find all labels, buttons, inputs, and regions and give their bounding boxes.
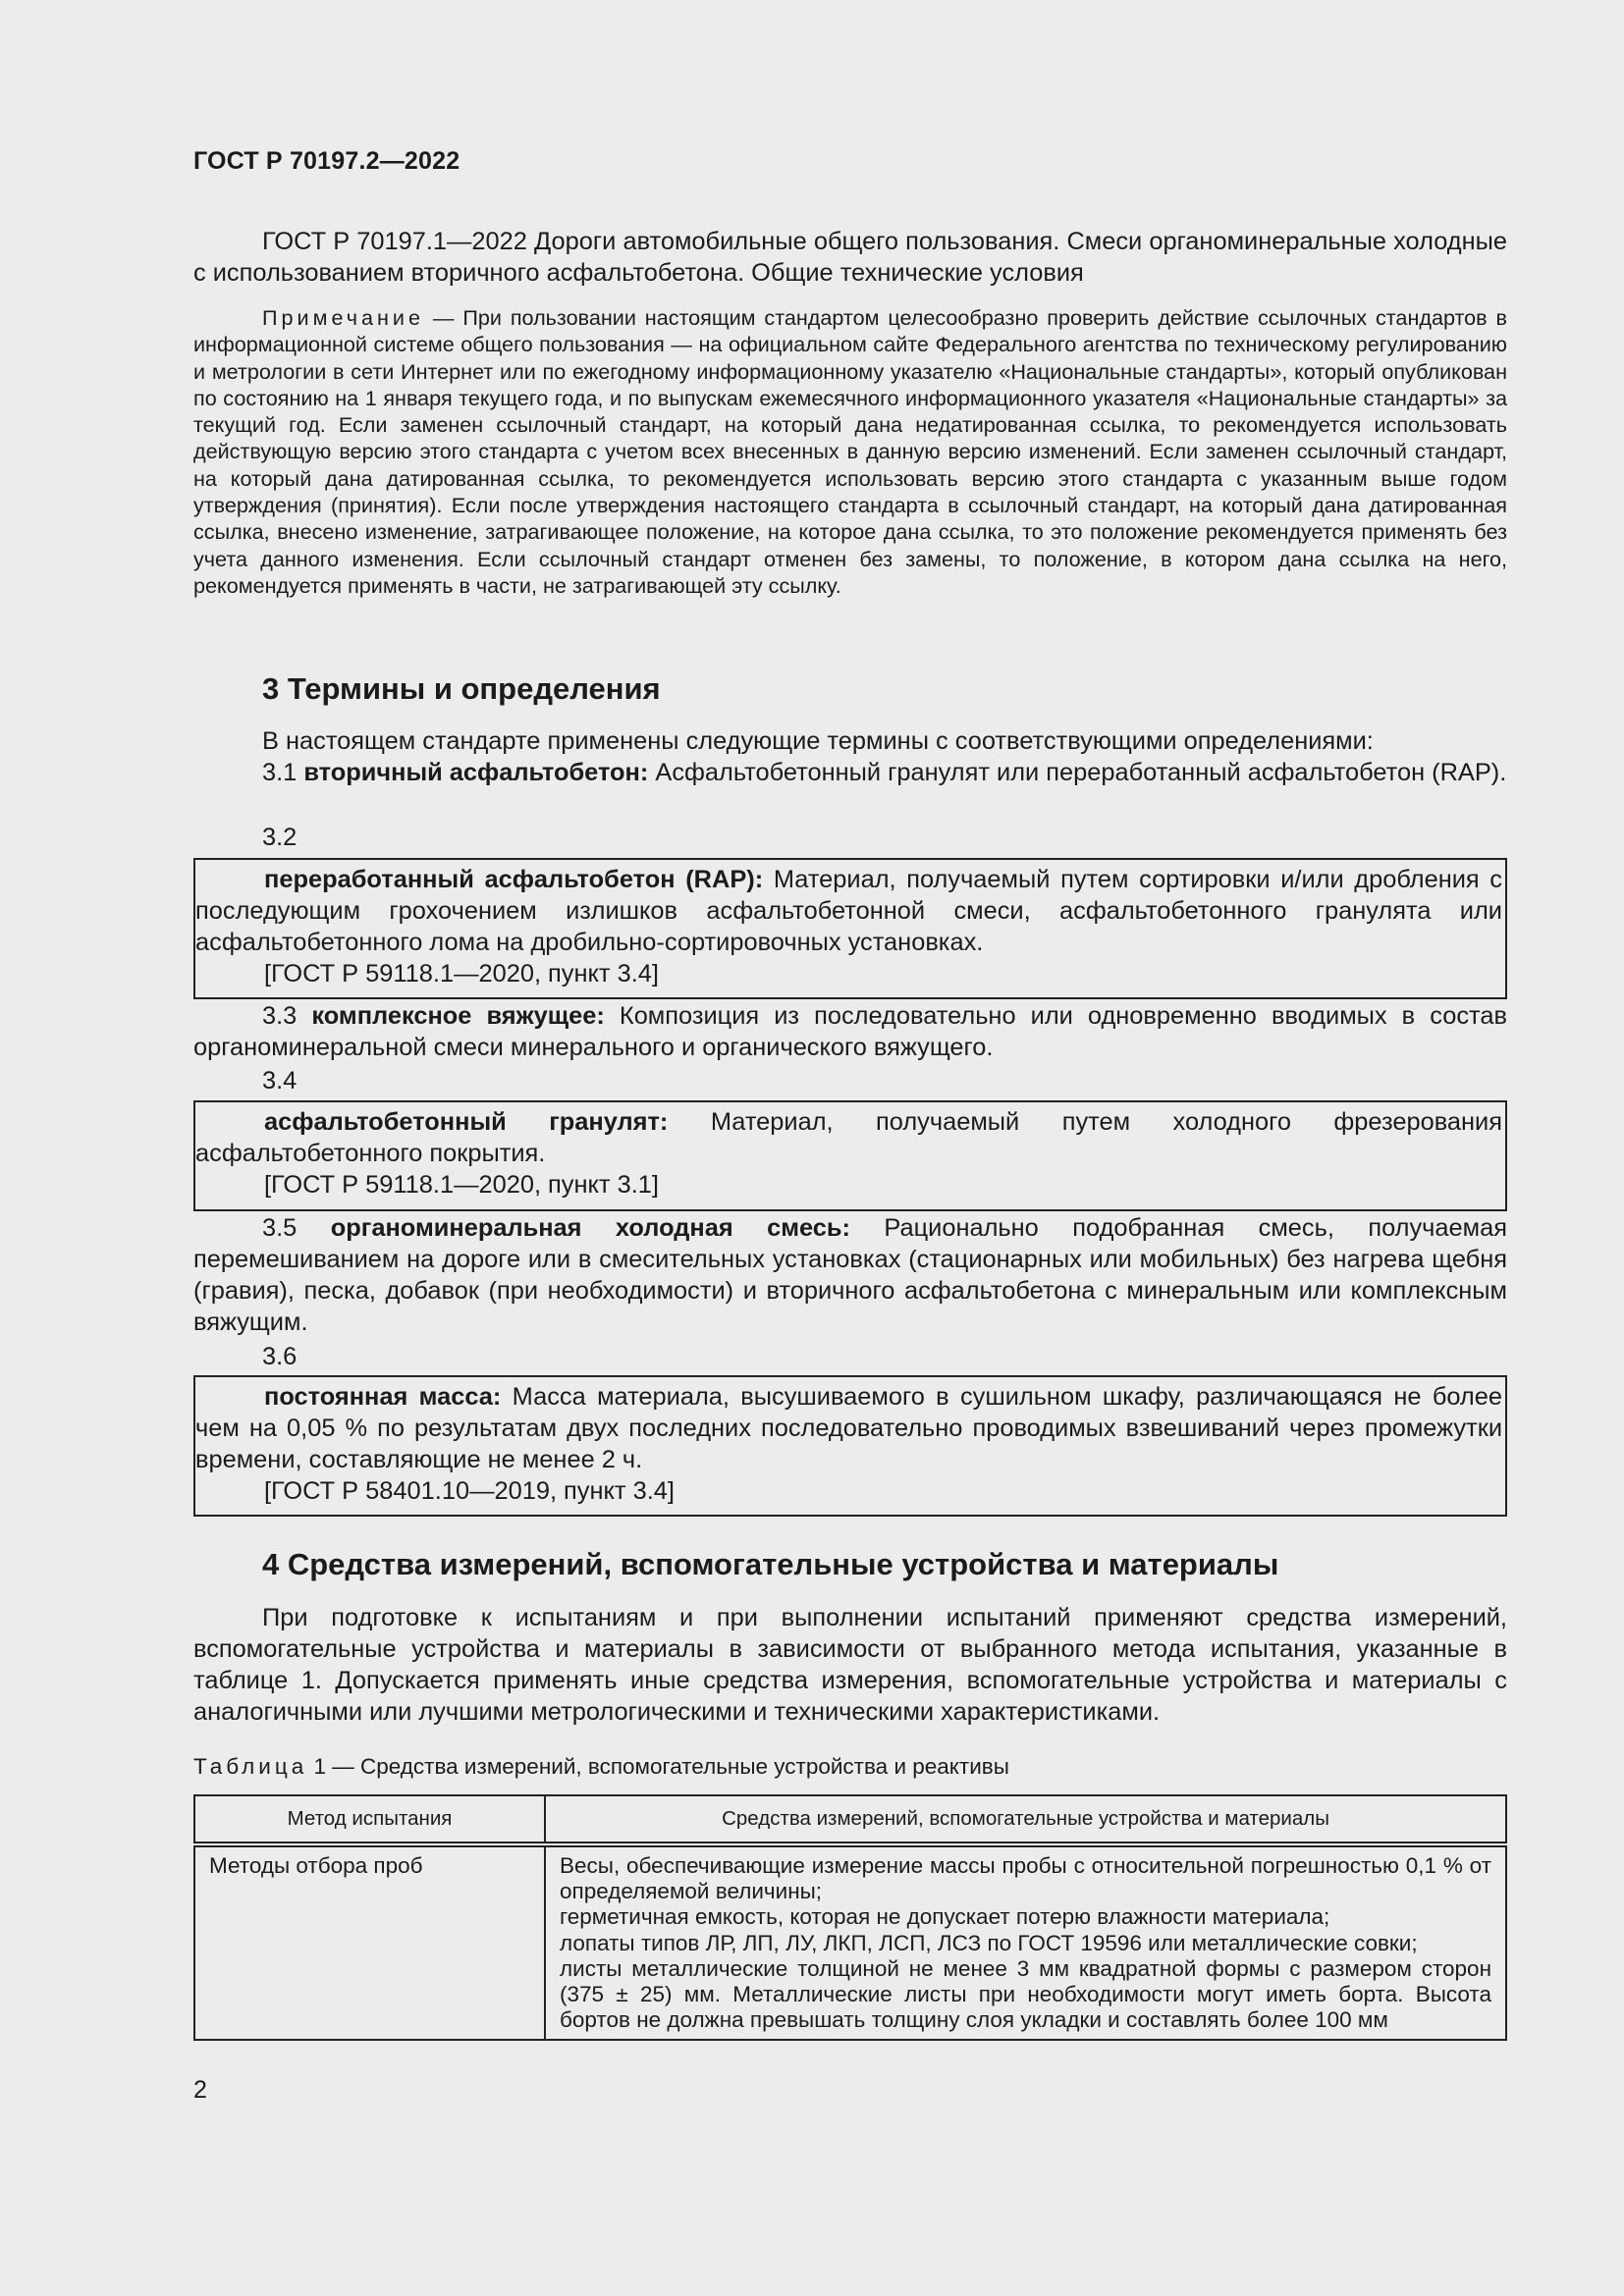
page-number: 2 (193, 2076, 207, 2104)
section-3-intro: В настоящем стандарте применены следующие термины с соответствующими определениями: (262, 727, 1374, 755)
normative-reference: ГОСТ Р 70197.1—2022 Дороги автомобильные общего пользования. Смеси органоминеральные холодные с использованием вторичного асфальтобетона. Общие технические условия (193, 228, 1507, 287)
term-definition: Материал, получаемый путем сортировки и/или дробления с последующим грохочением излишков асфальтобетонной смеси, асфальтобетонного гранулята или асфальтобетонного лома на дробильно-сортировочных установках. (195, 866, 1502, 956)
note-paragraph (193, 304, 1507, 599)
term-definition: Композиция из последовательно или одновременно вводимых в состав органоминеральной смеси минерального и органического вяжущего. (193, 1002, 1507, 1061)
note-text: — При пользовании настоящим стандартом целесообразно проверить действие ссылочных стандартов в информационной системе общего пользования — на официальном сайте Федерального агентства по техническому регулированию и метрологии в сети Интернет или по ежегодному информационному указателю «Национальные стандарты», который опубликован по состоянию на 1 января текущего года, и по выпускам ежемесячного информационного указателя «Национальные стандарты» за текущий год. Если заменен ссылочный стандарт, на который дана недатированная ссылка, то рекомендуется использовать действующую версию этого стандарта с учетом всех внесенных в данную версию изменений. Если заменен ссылочный стандарт, на который дана датированная ссылка, то рекомендуется использовать версию этого стандарта с указанным выше годом утверждения (принятия). Если после утверждения настоящего стандарта в ссылочный стандарт, на который дана датированная ссылка, внесено изменение, затрагивающее положение, на которое дана ссылка, то это положение рекомендуется применять без учета данного изменения. Если ссылочный стандарт отменен без замены, то положение, в котором дана ссылка на него, рекомендуется применять в части, не затрагивающей эту ссылку. (193, 305, 1507, 598)
measurement-table (193, 1794, 1507, 2041)
table-caption (193, 1754, 1009, 1780)
term-number: 3.5 (262, 1214, 331, 1242)
term-3-6 (195, 1381, 1505, 1475)
document-id-header: ГОСТ Р 70197.2—2022 (193, 147, 460, 175)
term-3-4-number: 3.4 (262, 1067, 298, 1095)
table-cell-method: Методы отбора проб (194, 1844, 545, 2040)
term-3-6-number: 3.6 (262, 1343, 298, 1370)
term-name: вторичный асфальтобетон: (303, 759, 649, 786)
term-3-5 (193, 1212, 1507, 1338)
tools-line: листы металлические толщиной не менее 3 мм квадратной формы с размером сторон (375 ± 25) мм. Металлические листы при необходимости могут иметь борта. Высота бортов не должна превышать толщину слоя укладки и составлять более 100 мм (560, 1955, 1491, 2033)
note-label: Примечание (262, 305, 424, 330)
term-3-2-number: 3.2 (262, 824, 298, 851)
tools-line: лопаты типов ЛР, ЛП, ЛУ, ЛКП, ЛСП, ЛСЗ по ГОСТ 19596 или металлические совки; (560, 1930, 1418, 1955)
term-name: переработанный асфальтобетон (RAP): (264, 866, 764, 893)
term-name: асфальтобетонный гранулят: (264, 1108, 669, 1136)
term-3-6-source: [ГОСТ Р 58401.10—2019, пункт 3.4] (264, 1477, 675, 1505)
term-3-3 (193, 1000, 1507, 1063)
table-row (194, 1844, 1506, 2040)
tools-line: Весы, обеспечивающие измерение массы пробы с относительной погрешностью 0,1 % от определяемой величины; (560, 1853, 1491, 1904)
table-caption-label: Таблица (193, 1754, 308, 1779)
term-3-4-box (193, 1100, 1507, 1211)
section-4-heading: 4 Средства измерений, вспомогательные устройства и материалы (262, 1547, 1279, 1581)
tools-line: герметичная емкость, которая не допускает потерю влажности материала; (560, 1904, 1330, 1930)
term-definition: Асфальтобетонный гранулят или переработанный асфальтобетон (RAP). (648, 759, 1507, 786)
term-3-4 (195, 1106, 1505, 1169)
term-definition: Масса материала, высушиваемого в сушильном шкафу, различающаяся не более чем на 0,05 % по результатам двух последних последовательно проводимых взвешиваний через промежутки времени, составляющие не менее 2 ч. (195, 1383, 1502, 1473)
term-3-2 (195, 864, 1505, 958)
term-3-4-source: [ГОСТ Р 59118.1—2020, пункт 3.1] (264, 1171, 659, 1199)
table-header-method: Метод испытания (194, 1795, 545, 1844)
term-3-1 (193, 757, 1507, 788)
table-header-row (194, 1795, 1506, 1844)
section-3-heading: 3 Термины и определения (262, 671, 661, 706)
term-number: 3.3 (262, 1002, 312, 1030)
term-name: комплексное вяжущее: (311, 1002, 605, 1030)
term-3-2-source: [ГОСТ Р 59118.1—2020, пункт 3.4] (264, 960, 659, 988)
table-cell-tools (545, 1844, 1506, 2040)
term-definition: Материал, получаемый путем холодного фрезерования асфальтобетонного покрытия. (195, 1108, 1502, 1167)
table-header-tools: Средства измерений, вспомогательные устройства и материалы (545, 1795, 1506, 1844)
term-definition: Рационально подобранная смесь, получаемая перемешиванием на дороге или в смесительных установках (стационарных или мобильных) без нагрева щебня (гравия), песка, добавок (при необходимости) и вторичного асфальтобетона с минеральным или комплексным вяжущим. (193, 1214, 1507, 1336)
term-number: 3.1 (262, 759, 304, 786)
section-4-text: При подготовке к испытаниям и при выполнении испытаний применяют средства измерений, вспомогательные устройства и материалы в зависимости от выбранного метода испытания, указанные в таблице 1. Допускается применять иные средства измерения, вспомогательные устройства и материалы с аналогичными или лучшими метрологическими и техническими характеристиками. (193, 1604, 1507, 1726)
term-name: органоминеральная холодная смесь: (330, 1214, 850, 1242)
table-caption-text: 1 — Средства измерений, вспомогательные устройства и реактивы (307, 1754, 1009, 1779)
term-3-6-box (193, 1375, 1507, 1517)
term-name: постоянная масса: (264, 1383, 502, 1411)
term-3-2-box (193, 858, 1507, 999)
